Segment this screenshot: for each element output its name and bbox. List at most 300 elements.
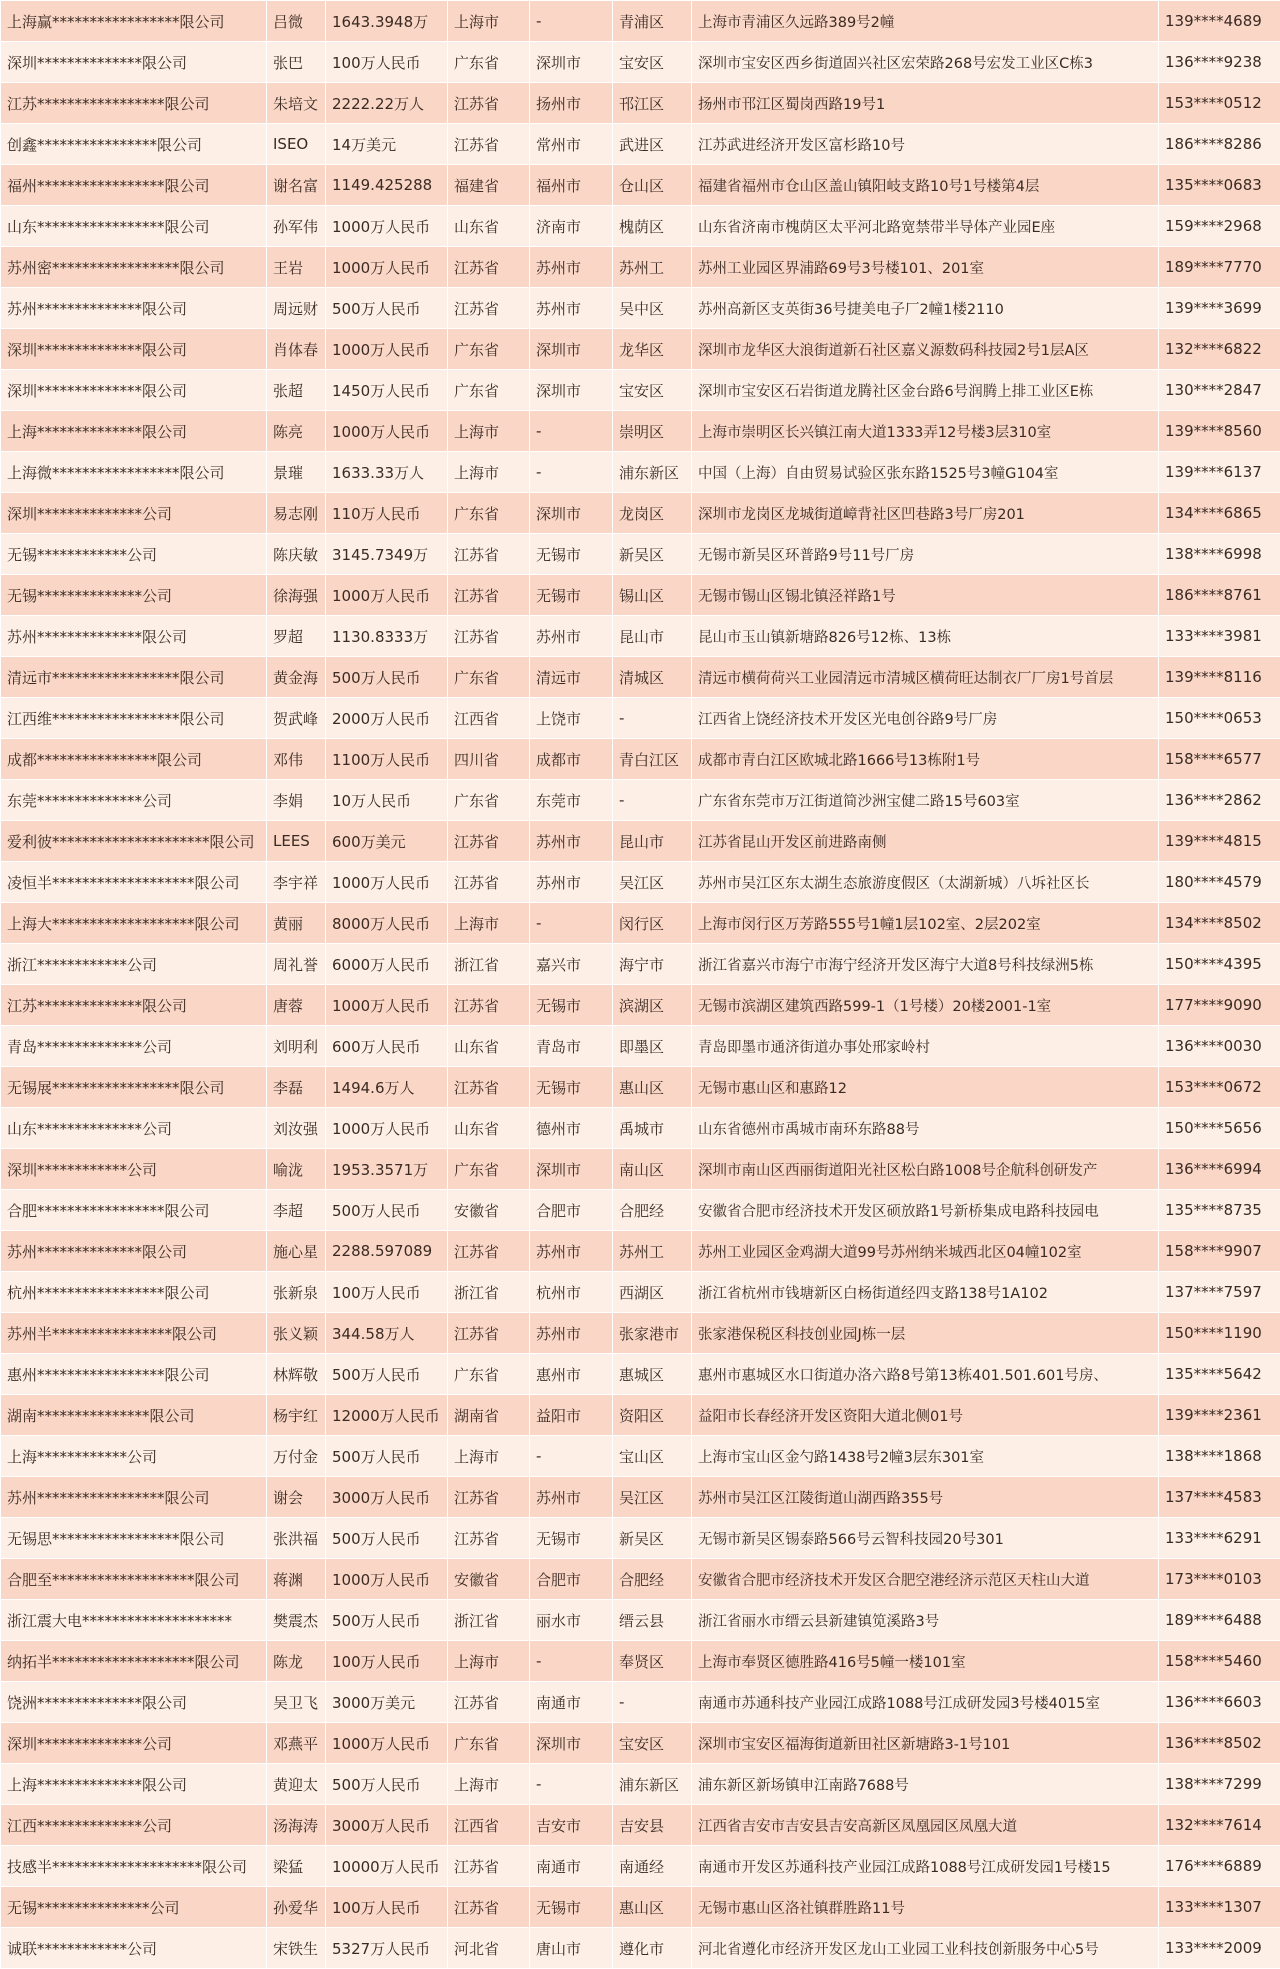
city-cell: - [530, 1764, 613, 1805]
phone-cell: 150****4395 [1159, 944, 1280, 985]
address-cell: 青岛即墨市通济街道办事处邢家岭村 [692, 1026, 1159, 1067]
address-cell: 江西省吉安市吉安县吉安高新区凤凰园区凤凰大道 [692, 1805, 1159, 1846]
phone-cell: 139****8116 [1159, 657, 1280, 698]
city-cell: - [530, 411, 613, 452]
city-cell: 杭州市 [530, 1272, 613, 1313]
registered-capital-cell: 1494.6万人 [326, 1067, 448, 1108]
contact-name-cell: 张新泉 [267, 1272, 326, 1313]
address-cell: 苏州高新区支英街36号捷美电子厂2幢1楼2110 [692, 288, 1159, 329]
contact-name-cell: 朱培文 [267, 83, 326, 124]
address-cell: 浙江省杭州市钱塘新区白杨街道经四支路138号1A102 [692, 1272, 1159, 1313]
contact-name-cell: 樊震杰 [267, 1600, 326, 1641]
table-row [1, 83, 1280, 124]
table-row [1, 739, 1280, 780]
phone-cell: 189****6488 [1159, 1600, 1280, 1641]
district-cell: 清城区 [613, 657, 692, 698]
city-cell: 苏州市 [530, 247, 613, 288]
address-cell: 昆山市玉山镇新塘路826号12栋、13栋 [692, 616, 1159, 657]
registered-capital-cell: 1633.33万人 [326, 452, 448, 493]
province-cell: 江苏省 [448, 862, 530, 903]
table-row [1, 985, 1280, 1026]
phone-cell: 173****0103 [1159, 1559, 1280, 1600]
registered-capital-cell: 500万人民币 [326, 1764, 448, 1805]
company-name-cell: 技感半********************限公司 [1, 1846, 267, 1887]
company-name-cell: 江苏*****************限公司 [1, 83, 267, 124]
phone-cell: 138****7299 [1159, 1764, 1280, 1805]
district-cell: 槐荫区 [613, 206, 692, 247]
address-cell: 无锡市新吴区环普路9号11号厂房 [692, 534, 1159, 575]
phone-cell: 133****2009 [1159, 1928, 1280, 1969]
registered-capital-cell: 1000万人民币 [326, 1559, 448, 1600]
phone-cell: 138****1868 [1159, 1436, 1280, 1477]
address-cell: 广东省东莞市万江街道简沙洲宝健二路15号603室 [692, 780, 1159, 821]
registered-capital-cell: 500万人民币 [326, 1190, 448, 1231]
address-cell: 清远市横荷荷兴工业园清远市清城区横荷旺达制衣厂厂房1号首层 [692, 657, 1159, 698]
address-cell: 苏州工业园区金鸡湖大道99号苏州纳米城西北区04幢102室 [692, 1231, 1159, 1272]
province-cell: 上海市 [448, 452, 530, 493]
city-cell: 无锡市 [530, 1887, 613, 1928]
phone-cell: 132****6822 [1159, 329, 1280, 370]
address-cell: 浦东新区新场镇申江南路7688号 [692, 1764, 1159, 1805]
company-name-cell: 纳拓半*******************限公司 [1, 1641, 267, 1682]
district-cell: 资阳区 [613, 1395, 692, 1436]
address-cell: 无锡市新吴区锡泰路566号云智科技园20号301 [692, 1518, 1159, 1559]
contact-name-cell: 邓燕平 [267, 1723, 326, 1764]
phone-cell: 137****7597 [1159, 1272, 1280, 1313]
table-row [1, 493, 1280, 534]
registered-capital-cell: 1130.8333万 [326, 616, 448, 657]
table-row [1, 944, 1280, 985]
contact-name-cell: 喻泷 [267, 1149, 326, 1190]
district-cell: - [613, 780, 692, 821]
city-cell: 常州市 [530, 124, 613, 165]
province-cell: 江西省 [448, 1805, 530, 1846]
city-cell: 苏州市 [530, 1313, 613, 1354]
contact-name-cell: ISEO [267, 124, 326, 165]
company-name-cell: 上海赢*****************限公司 [1, 1, 267, 42]
address-cell: 扬州市邗江区蜀岗西路19号1 [692, 83, 1159, 124]
contact-name-cell: 张超 [267, 370, 326, 411]
district-cell: 合肥经 [613, 1190, 692, 1231]
company-name-cell: 深圳**************公司 [1, 493, 267, 534]
province-cell: 安徽省 [448, 1559, 530, 1600]
registered-capital-cell: 6000万人民币 [326, 944, 448, 985]
province-cell: 上海市 [448, 1, 530, 42]
phone-cell: 136****6994 [1159, 1149, 1280, 1190]
contact-name-cell: 吕微 [267, 1, 326, 42]
city-cell: 德州市 [530, 1108, 613, 1149]
address-cell: 安徽省合肥市经济技术开发区合肥空港经济示范区天柱山大道 [692, 1559, 1159, 1600]
province-cell: 江苏省 [448, 1682, 530, 1723]
table-row [1, 698, 1280, 739]
table-row [1, 616, 1280, 657]
registered-capital-cell: 2288.597089 [326, 1231, 448, 1272]
table-row [1, 780, 1280, 821]
phone-cell: 133****6291 [1159, 1518, 1280, 1559]
registered-capital-cell: 3000万人民币 [326, 1805, 448, 1846]
phone-cell: 135****0683 [1159, 165, 1280, 206]
province-cell: 江苏省 [448, 83, 530, 124]
district-cell: 合肥经 [613, 1559, 692, 1600]
company-name-cell: 深圳************公司 [1, 1149, 267, 1190]
city-cell: 上饶市 [530, 698, 613, 739]
phone-cell: 180****4579 [1159, 862, 1280, 903]
table-row [1, 370, 1280, 411]
company-name-cell: 东莞**************公司 [1, 780, 267, 821]
phone-cell: 176****6889 [1159, 1846, 1280, 1887]
registered-capital-cell: 110万人民币 [326, 493, 448, 534]
province-cell: 浙江省 [448, 1600, 530, 1641]
registered-capital-cell: 1000万人民币 [326, 329, 448, 370]
company-name-cell: 无锡************公司 [1, 534, 267, 575]
province-cell: 上海市 [448, 1641, 530, 1682]
phone-cell: 153****0672 [1159, 1067, 1280, 1108]
city-cell: 深圳市 [530, 329, 613, 370]
city-cell: 深圳市 [530, 1149, 613, 1190]
table-row [1, 1190, 1280, 1231]
district-cell: 奉贤区 [613, 1641, 692, 1682]
address-cell: 成都市青白江区欧城北路1666号13栋附1号 [692, 739, 1159, 780]
contact-name-cell: 李超 [267, 1190, 326, 1231]
phone-cell: 136****2862 [1159, 780, 1280, 821]
city-cell: 南通市 [530, 1846, 613, 1887]
company-name-cell: 杭州*****************限公司 [1, 1272, 267, 1313]
province-cell: 福建省 [448, 165, 530, 206]
registered-capital-cell: 100万人民币 [326, 1272, 448, 1313]
phone-cell: 186****8761 [1159, 575, 1280, 616]
phone-cell: 150****5656 [1159, 1108, 1280, 1149]
province-cell: 江苏省 [448, 1477, 530, 1518]
contact-name-cell: 蒋渊 [267, 1559, 326, 1600]
registered-capital-cell: 3145.7349万 [326, 534, 448, 575]
company-name-cell: 上海微*****************限公司 [1, 452, 267, 493]
city-cell: 无锡市 [530, 985, 613, 1026]
city-cell: 无锡市 [530, 1518, 613, 1559]
city-cell: 无锡市 [530, 575, 613, 616]
company-name-cell: 创鑫****************限公司 [1, 124, 267, 165]
province-cell: 广东省 [448, 1354, 530, 1395]
contact-name-cell: 施心星 [267, 1231, 326, 1272]
phone-cell: 158****9907 [1159, 1231, 1280, 1272]
district-cell: 南山区 [613, 1149, 692, 1190]
registered-capital-cell: 10000万人民币 [326, 1846, 448, 1887]
address-cell: 江西省上饶经济技术开发区光电创谷路9号厂房 [692, 698, 1159, 739]
company-name-cell: 江西维*****************限公司 [1, 698, 267, 739]
city-cell: 无锡市 [530, 534, 613, 575]
table-row [1, 1067, 1280, 1108]
registered-capital-cell: 1100万人民币 [326, 739, 448, 780]
city-cell: 合肥市 [530, 1190, 613, 1231]
table-row [1, 165, 1280, 206]
province-cell: 广东省 [448, 42, 530, 83]
address-cell: 上海市奉贤区德胜路416号5幢一楼101室 [692, 1641, 1159, 1682]
district-cell: 武进区 [613, 124, 692, 165]
district-cell: 龙华区 [613, 329, 692, 370]
registered-capital-cell: 1953.3571万 [326, 1149, 448, 1190]
company-name-cell: 成都****************限公司 [1, 739, 267, 780]
company-name-cell: 无锡**************公司 [1, 575, 267, 616]
city-cell: 苏州市 [530, 862, 613, 903]
contact-name-cell: 肖体春 [267, 329, 326, 370]
company-name-cell: 湖南***************限公司 [1, 1395, 267, 1436]
contact-name-cell: 周礼誉 [267, 944, 326, 985]
province-cell: 广东省 [448, 1149, 530, 1190]
address-cell: 益阳市长春经济开发区资阳大道北侧01号 [692, 1395, 1159, 1436]
province-cell: 广东省 [448, 370, 530, 411]
table-row [1, 1887, 1280, 1928]
contact-name-cell: 汤海涛 [267, 1805, 326, 1846]
district-cell: - [613, 1682, 692, 1723]
registered-capital-cell: 2222.22万人 [326, 83, 448, 124]
phone-cell: 135****5642 [1159, 1354, 1280, 1395]
district-cell: 浦东新区 [613, 1764, 692, 1805]
company-name-cell: 江西**************公司 [1, 1805, 267, 1846]
phone-cell: 139****3699 [1159, 288, 1280, 329]
district-cell: 宝安区 [613, 370, 692, 411]
company-name-cell: 无锡思*****************限公司 [1, 1518, 267, 1559]
table-row [1, 1559, 1280, 1600]
district-cell: - [613, 698, 692, 739]
district-cell: 龙岗区 [613, 493, 692, 534]
city-cell: 深圳市 [530, 370, 613, 411]
city-cell: - [530, 452, 613, 493]
phone-cell: 133****3981 [1159, 616, 1280, 657]
province-cell: 江苏省 [448, 124, 530, 165]
phone-cell: 136****9238 [1159, 42, 1280, 83]
address-cell: 山东省德州市禹城市南环东路88号 [692, 1108, 1159, 1149]
contact-name-cell: 谢名富 [267, 165, 326, 206]
city-cell: 青岛市 [530, 1026, 613, 1067]
district-cell: 苏州工 [613, 247, 692, 288]
district-cell: 新吴区 [613, 1518, 692, 1559]
registered-capital-cell: 3000万美元 [326, 1682, 448, 1723]
phone-cell: 139****8560 [1159, 411, 1280, 452]
phone-cell: 153****0512 [1159, 83, 1280, 124]
city-cell: 苏州市 [530, 288, 613, 329]
district-cell: 海宁市 [613, 944, 692, 985]
province-cell: 湖南省 [448, 1395, 530, 1436]
registered-capital-cell: 100万人民币 [326, 1641, 448, 1682]
district-cell: 昆山市 [613, 821, 692, 862]
table-row [1, 1600, 1280, 1641]
company-name-cell: 山东*****************限公司 [1, 206, 267, 247]
address-cell: 浙江省嘉兴市海宁市海宁经济开发区海宁大道8号科技绿洲5栋 [692, 944, 1159, 985]
district-cell: 宝山区 [613, 1436, 692, 1477]
address-cell: 深圳市宝安区石岩街道龙腾社区金台路6号润腾上排工业区E栋 [692, 370, 1159, 411]
district-cell: 惠山区 [613, 1067, 692, 1108]
district-cell: 崇明区 [613, 411, 692, 452]
city-cell: - [530, 903, 613, 944]
province-cell: 江苏省 [448, 616, 530, 657]
city-cell: 福州市 [530, 165, 613, 206]
address-cell: 中国（上海）自由贸易试验区张东路1525号3幢G104室 [692, 452, 1159, 493]
phone-cell: 158****5460 [1159, 1641, 1280, 1682]
district-cell: 宝安区 [613, 1723, 692, 1764]
contact-name-cell: 陈亮 [267, 411, 326, 452]
company-name-cell: 江苏**************限公司 [1, 985, 267, 1026]
registered-capital-cell: 1000万人民币 [326, 862, 448, 903]
address-cell: 江苏武进经济开发区富杉路10号 [692, 124, 1159, 165]
city-cell: 扬州市 [530, 83, 613, 124]
registered-capital-cell: 5327万人民币 [326, 1928, 448, 1969]
contact-name-cell: 梁猛 [267, 1846, 326, 1887]
table-row [1, 575, 1280, 616]
company-name-cell: 无锡展*****************限公司 [1, 1067, 267, 1108]
phone-cell: 139****4815 [1159, 821, 1280, 862]
contact-name-cell: 黄丽 [267, 903, 326, 944]
registered-capital-cell: 1643.3948万 [326, 1, 448, 42]
registered-capital-cell: 1000万人民币 [326, 206, 448, 247]
contact-name-cell: 黄金海 [267, 657, 326, 698]
address-cell: 南通市苏通科技产业园江成路1088号江成研发园3号楼4015室 [692, 1682, 1159, 1723]
table-row [1, 124, 1280, 165]
district-cell: 惠山区 [613, 1887, 692, 1928]
phone-cell: 138****6998 [1159, 534, 1280, 575]
city-cell: 苏州市 [530, 1231, 613, 1272]
phone-cell: 137****4583 [1159, 1477, 1280, 1518]
table-row [1, 1764, 1280, 1805]
city-cell: 丽水市 [530, 1600, 613, 1641]
address-cell: 无锡市惠山区和惠路12 [692, 1067, 1159, 1108]
registered-capital-cell: 3000万人民币 [326, 1477, 448, 1518]
address-cell: 河北省遵化市经济开发区龙山工业园工业科技创新服务中心5号 [692, 1928, 1159, 1969]
province-cell: 广东省 [448, 1723, 530, 1764]
company-name-cell: 浙江震大电******************** [1, 1600, 267, 1641]
phone-cell: 136****0030 [1159, 1026, 1280, 1067]
province-cell: 广东省 [448, 657, 530, 698]
table-row [1, 206, 1280, 247]
province-cell: 广东省 [448, 329, 530, 370]
table-row [1, 1354, 1280, 1395]
district-cell: 苏州工 [613, 1231, 692, 1272]
contact-name-cell: 王岩 [267, 247, 326, 288]
company-name-cell: 清远市*****************限公司 [1, 657, 267, 698]
contact-name-cell: 刘汝强 [267, 1108, 326, 1149]
address-cell: 无锡市滨湖区建筑西路599-1（1号楼）20楼2001-1室 [692, 985, 1159, 1026]
province-cell: 浙江省 [448, 1272, 530, 1313]
address-cell: 浙江省丽水市缙云县新建镇笕溪路3号 [692, 1600, 1159, 1641]
contact-name-cell: 李娟 [267, 780, 326, 821]
phone-cell: 134****8502 [1159, 903, 1280, 944]
address-cell: 江苏省昆山开发区前进路南侧 [692, 821, 1159, 862]
registered-capital-cell: 10万人民币 [326, 780, 448, 821]
registered-capital-cell: 1000万人民币 [326, 1108, 448, 1149]
city-cell: 惠州市 [530, 1354, 613, 1395]
registered-capital-cell: 1149.425288 [326, 165, 448, 206]
address-cell: 深圳市南山区西丽街道阳光社区松白路1008号企航科创研发产 [692, 1149, 1159, 1190]
table-row [1, 288, 1280, 329]
contact-name-cell: 黄迎太 [267, 1764, 326, 1805]
registered-capital-cell: 500万人民币 [326, 288, 448, 329]
province-cell: 山东省 [448, 1108, 530, 1149]
district-cell: 张家港市 [613, 1313, 692, 1354]
contact-name-cell: 刘明利 [267, 1026, 326, 1067]
city-cell: 南通市 [530, 1682, 613, 1723]
contact-name-cell: 吴卫飞 [267, 1682, 326, 1723]
table-row [1, 534, 1280, 575]
city-cell: 深圳市 [530, 493, 613, 534]
address-cell: 南通市开发区苏通科技产业园江成路1088号江成研发园1号楼15 [692, 1846, 1159, 1887]
address-cell: 惠州市惠城区水口街道办洛六路8号第13栋401.501.601号房、 [692, 1354, 1159, 1395]
registered-capital-cell: 500万人民币 [326, 1436, 448, 1477]
table-row [1, 903, 1280, 944]
contact-name-cell: 孙爱华 [267, 1887, 326, 1928]
contact-name-cell: 谢会 [267, 1477, 326, 1518]
contact-name-cell: 唐蓉 [267, 985, 326, 1026]
registered-capital-cell: 1450万人民币 [326, 370, 448, 411]
table-row [1, 1231, 1280, 1272]
table-row [1, 821, 1280, 862]
contact-name-cell: 宋铁生 [267, 1928, 326, 1969]
contact-name-cell: 徐海强 [267, 575, 326, 616]
company-name-cell: 青岛**************公司 [1, 1026, 267, 1067]
table-row [1, 247, 1280, 288]
address-cell: 苏州市吴江区东太湖生态旅游度假区（太湖新城）八坼社区长 [692, 862, 1159, 903]
province-cell: 四川省 [448, 739, 530, 780]
phone-cell: 133****1307 [1159, 1887, 1280, 1928]
table-row [1, 1846, 1280, 1887]
city-cell: 苏州市 [530, 1477, 613, 1518]
company-name-cell: 深圳**************限公司 [1, 42, 267, 83]
district-cell: 浦东新区 [613, 452, 692, 493]
company-name-cell: 惠州*****************限公司 [1, 1354, 267, 1395]
district-cell: 南通经 [613, 1846, 692, 1887]
registered-capital-cell: 500万人民币 [326, 1518, 448, 1559]
contact-name-cell: 万付金 [267, 1436, 326, 1477]
table-row [1, 1477, 1280, 1518]
table-row [1, 1026, 1280, 1067]
phone-cell: 136****6603 [1159, 1682, 1280, 1723]
company-name-cell: 合肥至*******************限公司 [1, 1559, 267, 1600]
contact-name-cell: 贺武峰 [267, 698, 326, 739]
city-cell: 深圳市 [530, 42, 613, 83]
address-cell: 山东省济南市槐荫区太平河北路宽禁带半导体产业园E座 [692, 206, 1159, 247]
city-cell: 合肥市 [530, 1559, 613, 1600]
company-name-cell: 深圳**************限公司 [1, 370, 267, 411]
company-name-cell: 苏州*****************限公司 [1, 1477, 267, 1518]
contact-name-cell: 罗超 [267, 616, 326, 657]
district-cell: 昆山市 [613, 616, 692, 657]
city-cell: - [530, 1, 613, 42]
province-cell: 上海市 [448, 1764, 530, 1805]
table-row [1, 862, 1280, 903]
district-cell: 锡山区 [613, 575, 692, 616]
contact-name-cell: 孙军伟 [267, 206, 326, 247]
address-cell: 深圳市宝安区福海街道新田社区新塘路3-1号101 [692, 1723, 1159, 1764]
address-cell: 张家港保税区科技创业园J栋一层 [692, 1313, 1159, 1354]
company-name-cell: 饶洲**************限公司 [1, 1682, 267, 1723]
contact-name-cell: 李磊 [267, 1067, 326, 1108]
phone-cell: 139****6137 [1159, 452, 1280, 493]
province-cell: 山东省 [448, 206, 530, 247]
registered-capital-cell: 100万人民币 [326, 42, 448, 83]
table-row [1, 329, 1280, 370]
province-cell: 江苏省 [448, 1313, 530, 1354]
contact-name-cell: 周远财 [267, 288, 326, 329]
address-cell: 无锡市锡山区锡北镇泾祥路1号 [692, 575, 1159, 616]
table-row [1, 1, 1280, 42]
registered-capital-cell: 8000万人民币 [326, 903, 448, 944]
phone-cell: 150****0653 [1159, 698, 1280, 739]
phone-cell: 177****9090 [1159, 985, 1280, 1026]
table-row [1, 1313, 1280, 1354]
contact-name-cell: 易志刚 [267, 493, 326, 534]
phone-cell: 189****7770 [1159, 247, 1280, 288]
district-cell: 吴江区 [613, 862, 692, 903]
company-name-cell: 苏州密*****************限公司 [1, 247, 267, 288]
company-name-cell: 浙江************公司 [1, 944, 267, 985]
contact-name-cell: 邓伟 [267, 739, 326, 780]
